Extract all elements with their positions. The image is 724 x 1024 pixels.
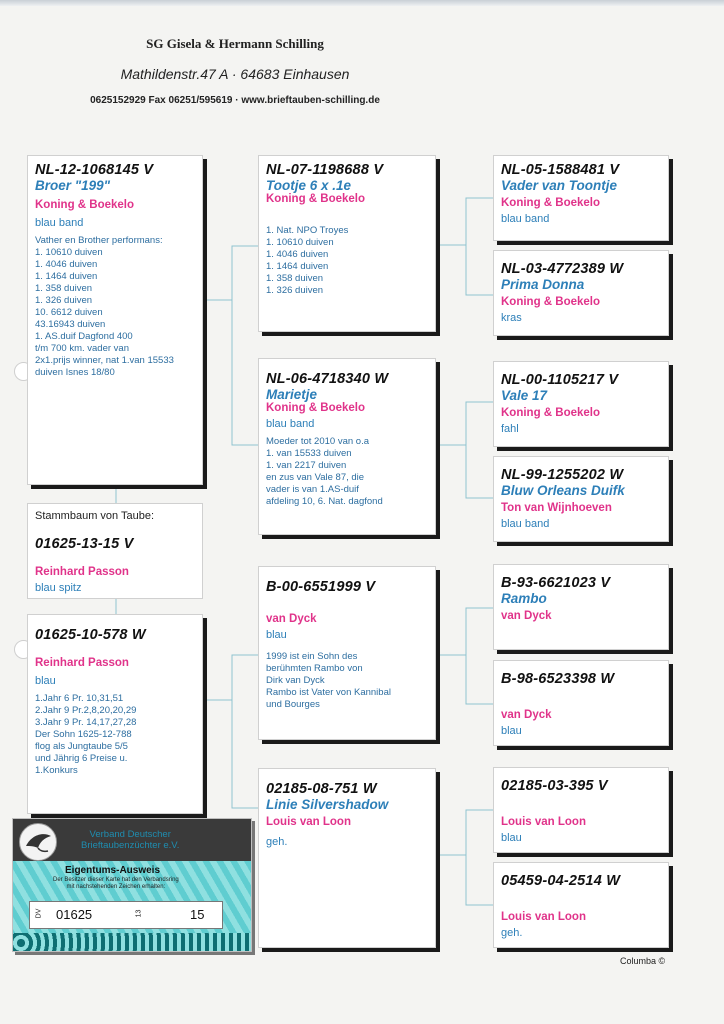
breeder-address: Mathildenstr.47 A · 64683 Einhausen bbox=[120, 66, 350, 82]
parent-notes bbox=[266, 436, 428, 508]
father-card bbox=[27, 614, 203, 814]
grandparent-owner: Ton van Wijnhoeven bbox=[501, 502, 612, 514]
stammbaum-owner: Reinhard Passon bbox=[35, 566, 129, 578]
ownership-id-card bbox=[12, 818, 252, 952]
grandparent-ring: B-93-6621023 V bbox=[501, 575, 611, 591]
parent-owner: Koning & Boekelo bbox=[266, 402, 366, 414]
parent-owner: Louis van Loon bbox=[266, 816, 351, 828]
grandparent-ring: B-98-6523398 W bbox=[501, 671, 615, 687]
grandparent-owner: Louis van Loon bbox=[501, 911, 586, 923]
parent-ring: NL-06-4718340 W bbox=[266, 371, 389, 387]
parent-color: blau bbox=[266, 629, 287, 641]
grandparent-color: blau band bbox=[501, 518, 550, 530]
parent-color: geh. bbox=[266, 836, 288, 848]
note-line: 1.Konkurs bbox=[35, 765, 78, 776]
note-line: 1. Nat. NPO Troyes bbox=[266, 225, 349, 236]
subject-notes bbox=[35, 235, 195, 379]
note-line: 1. 1464 duiven bbox=[266, 261, 329, 272]
grandparent-color: blau bbox=[501, 725, 522, 737]
ring-year: 13 bbox=[135, 909, 143, 918]
note-line: und Bourges bbox=[266, 699, 320, 710]
note-line: afdeling 10, 6. Nat. dagfond bbox=[266, 496, 383, 507]
father-ring: 01625-10-578 W bbox=[35, 627, 146, 643]
breeder-name: SG Gisela & Hermann Schilling bbox=[146, 36, 324, 51]
grandparent-owner: van Dyck bbox=[501, 610, 552, 622]
note-line: 2.Jahr 9 Pr.2,8,20,20,29 bbox=[35, 705, 137, 716]
breeder-contact: 0625152929 Fax 06251/595619 · www.brieftauben-schilling.de bbox=[90, 95, 380, 106]
parent-card-1 bbox=[258, 155, 436, 332]
grandparent-card-7 bbox=[493, 767, 669, 853]
parent-name: Tootje 6 x .1e bbox=[266, 178, 352, 193]
note-line: 1. van 2217 duiven bbox=[266, 460, 347, 471]
parent-ring: B-00-6551999 V bbox=[266, 579, 376, 595]
grandparent-card-4 bbox=[493, 456, 669, 542]
pigeon-logo-icon bbox=[19, 823, 57, 861]
parent-card-3 bbox=[258, 566, 436, 740]
grandparent-color: geh. bbox=[501, 927, 523, 939]
grandparent-ring: NL-99-1255202 W bbox=[501, 467, 624, 483]
note-line: 1. 326 duiven bbox=[35, 295, 93, 306]
note-line: t/m 700 km. vader van bbox=[35, 343, 129, 354]
note-line: 1. 4046 duiven bbox=[266, 249, 329, 260]
grandparent-card-1 bbox=[493, 155, 669, 241]
grandparent-owner: Koning & Boekelo bbox=[501, 296, 601, 308]
note-line: berühmten Rambo von bbox=[266, 663, 363, 674]
id-card-title: Eigentums-Ausweis bbox=[65, 865, 161, 876]
subject-card bbox=[27, 155, 203, 485]
note-line: Vather en Brother performans: bbox=[35, 235, 163, 246]
note-line: flog als Jungtaube 5/5 bbox=[35, 741, 128, 752]
id-card-organization bbox=[81, 829, 179, 851]
org-line: Brieftaubenzüchter e.V. bbox=[81, 840, 180, 851]
subject-ring: NL-12-1068145 V bbox=[35, 162, 154, 178]
parent-card-2 bbox=[258, 358, 436, 535]
note-line: Rambo ist Vater von Kannibal bbox=[266, 687, 391, 698]
dv-label: DV bbox=[35, 908, 43, 919]
parent-notes bbox=[266, 651, 428, 711]
grandparent-name: Prima Donna bbox=[501, 277, 585, 292]
parent-owner: Koning & Boekelo bbox=[266, 193, 366, 205]
ring-number-box bbox=[29, 901, 223, 929]
subject-color: blau band bbox=[35, 217, 84, 229]
note-line: 1. 10610 duiven bbox=[266, 237, 334, 248]
subject-name: Broer "199" bbox=[35, 178, 111, 193]
note-line: 1999 ist ein Sohn des bbox=[266, 651, 358, 662]
stammbaum-color: blau spitz bbox=[35, 582, 82, 594]
note-line: Moeder tot 2010 van o.a bbox=[266, 436, 369, 447]
parent-owner: van Dyck bbox=[266, 613, 317, 625]
father-owner: Reinhard Passon bbox=[35, 657, 129, 669]
grandparent-owner: Louis van Loon bbox=[501, 816, 586, 828]
grandparent-owner: Koning & Boekelo bbox=[501, 407, 601, 419]
id-card-border-pattern bbox=[13, 933, 252, 952]
note-line: 2x1.prijs winner, nat 1.van 15533 bbox=[35, 355, 174, 366]
father-color: blau bbox=[35, 675, 56, 687]
footer-credit: Columba © bbox=[620, 956, 666, 966]
grandparent-color: blau bbox=[501, 832, 522, 844]
grandparent-ring: 02185-03-395 V bbox=[501, 778, 608, 794]
parent-card-4 bbox=[258, 768, 436, 948]
note-line: 1. 358 duiven bbox=[266, 273, 324, 284]
note-line: 1. 358 duiven bbox=[35, 283, 93, 294]
grandparent-ring: NL-03-4772389 W bbox=[501, 261, 624, 277]
subtitle-line: mit nachstehenden Zeichen erhalten: bbox=[66, 884, 166, 890]
grandparent-ring: NL-00-1105217 V bbox=[501, 372, 619, 388]
grandparent-ring: NL-05-1588481 V bbox=[501, 162, 620, 178]
grandparent-name: Vader van Toontje bbox=[501, 178, 618, 193]
parent-notes bbox=[266, 225, 428, 297]
father-notes bbox=[35, 693, 195, 777]
parent-color: blau band bbox=[266, 418, 315, 430]
note-line: duiven Isnes 18/80 bbox=[35, 367, 115, 378]
grandparent-ring: 05459-04-2514 W bbox=[501, 873, 621, 889]
ring-serial: 15 bbox=[190, 907, 205, 922]
grandparent-owner: van Dyck bbox=[501, 709, 552, 721]
note-line: vader is van 1.AS-duif bbox=[266, 484, 359, 495]
note-line: en zus van Vale 87, die bbox=[266, 472, 365, 483]
note-line: 1. AS.duif Dagfond 400 bbox=[35, 331, 133, 342]
id-card-subtitle bbox=[53, 877, 179, 891]
ring-number: 01625 bbox=[56, 907, 93, 922]
stammbaum-card bbox=[27, 503, 203, 599]
parent-ring: 02185-08-751 W bbox=[266, 781, 377, 797]
grandparent-card-3 bbox=[493, 361, 669, 447]
parent-ring: NL-07-1198688 V bbox=[266, 162, 384, 178]
note-line: und Jährig 6 Preise u. bbox=[35, 753, 128, 764]
note-line: 1. 1464 duiven bbox=[35, 271, 98, 282]
grandparent-card-6 bbox=[493, 660, 669, 746]
note-line: 1.Jahr 6 Pr. 10,31,51 bbox=[35, 693, 124, 704]
grandparent-card-8 bbox=[493, 862, 669, 948]
grandparent-card-5 bbox=[493, 564, 669, 650]
note-line: 1. 10610 duiven bbox=[35, 247, 103, 258]
grandparent-card-2 bbox=[493, 250, 669, 336]
grandparent-owner: Koning & Boekelo bbox=[501, 197, 601, 209]
stammbaum-label: Stammbaum von Taube: bbox=[35, 510, 155, 522]
parent-name: Linie Silvershadow bbox=[266, 797, 389, 812]
subtitle-line: Der Besitzer dieser Karte hat den Verbandsring bbox=[53, 877, 179, 883]
stammbaum-ring: 01625-13-15 V bbox=[35, 536, 134, 552]
grandparent-name: Vale 17 bbox=[501, 388, 548, 403]
note-line: Dirk van Dyck bbox=[266, 675, 325, 686]
grandparent-name: Bluw Orleans Duifk bbox=[501, 483, 625, 498]
grandparent-color: blau band bbox=[501, 213, 550, 225]
grandparent-color: fahl bbox=[501, 423, 519, 435]
note-line: Der Sohn 1625-12-788 bbox=[35, 729, 132, 740]
note-line: 1. 326 duiven bbox=[266, 285, 324, 296]
subject-owner: Koning & Boekelo bbox=[35, 199, 135, 211]
parent-name: Marietje bbox=[266, 387, 318, 402]
grandparent-color: kras bbox=[501, 312, 522, 324]
note-line: 43.16943 duiven bbox=[35, 319, 106, 330]
note-line: 1. 4046 duiven bbox=[35, 259, 98, 270]
note-line: 3.Jahr 9 Pr. 14,17,27,28 bbox=[35, 717, 137, 728]
grandparent-name: Rambo bbox=[501, 591, 547, 606]
org-line: Verband Deutscher bbox=[89, 829, 171, 840]
note-line: 10. 6612 duiven bbox=[35, 307, 103, 318]
note-line: 1. van 15533 duiven bbox=[266, 448, 352, 459]
